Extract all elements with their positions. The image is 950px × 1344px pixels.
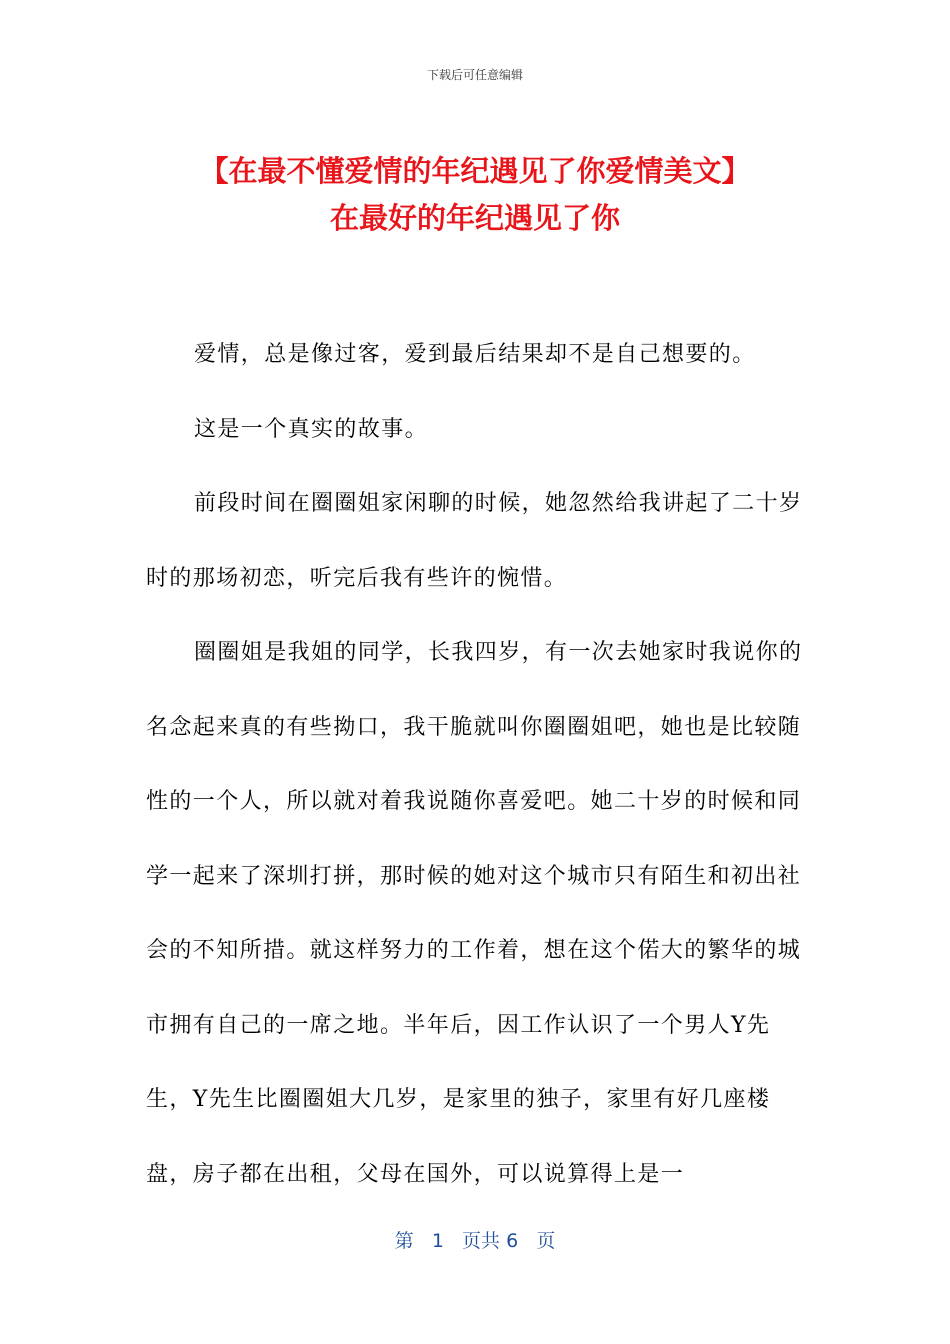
- paragraph-2: 这是一个真实的故事。: [194, 416, 429, 442]
- paragraph-3: 前段时间在圈圈姐家闲聊的时候，她忽然给我讲起了二十岁时的那场初恋，听完后我有些许的惋惜。: [146, 491, 803, 591]
- document-body: [146, 318, 806, 1212]
- page-footer: [0, 1226, 950, 1253]
- paragraph-4: 圈圈姐是我姐的同学，长我四岁，有一次去她家时我说你的名念起来真的有些拗口，我干脆就叫你圈圈姐吧，她也是比较随性的一个人，所以就对着我说随你喜爱吧。她二十岁的时候和同学一起来了深圳打拼，那时候的她对这个城市只有陌生和初出社会的不知所措。就这样努力的工作着，想在这个偌大的繁华的城市拥有自己的一席之地。半年后，因工作认识了一个男人Y先生，Y先生比圈圈姐大几岁，是家里的独子，家里有好几座楼盘，房子都在出租，父母在国外，可以说算得上是一: [146, 640, 803, 1187]
- footer-total-pages: 6: [506, 1230, 519, 1252]
- footer-suffix: 页: [536, 1230, 556, 1252]
- header-note: 下载后可任意编辑: [426, 68, 523, 82]
- title-line-2: 在最好的年纪遇见了你: [329, 201, 620, 235]
- footer-page-number: 1: [431, 1230, 444, 1252]
- title-line-1: 【在最不懂爱情的年纪遇见了你爱情美文】: [199, 154, 751, 188]
- paragraph-1: 爱情，总是像过客，爱到最后结果却不是自己想要的。: [194, 342, 756, 367]
- footer-prefix: 第: [394, 1230, 414, 1252]
- footer-mid: 页共: [462, 1230, 501, 1252]
- document-title: [40, 148, 910, 242]
